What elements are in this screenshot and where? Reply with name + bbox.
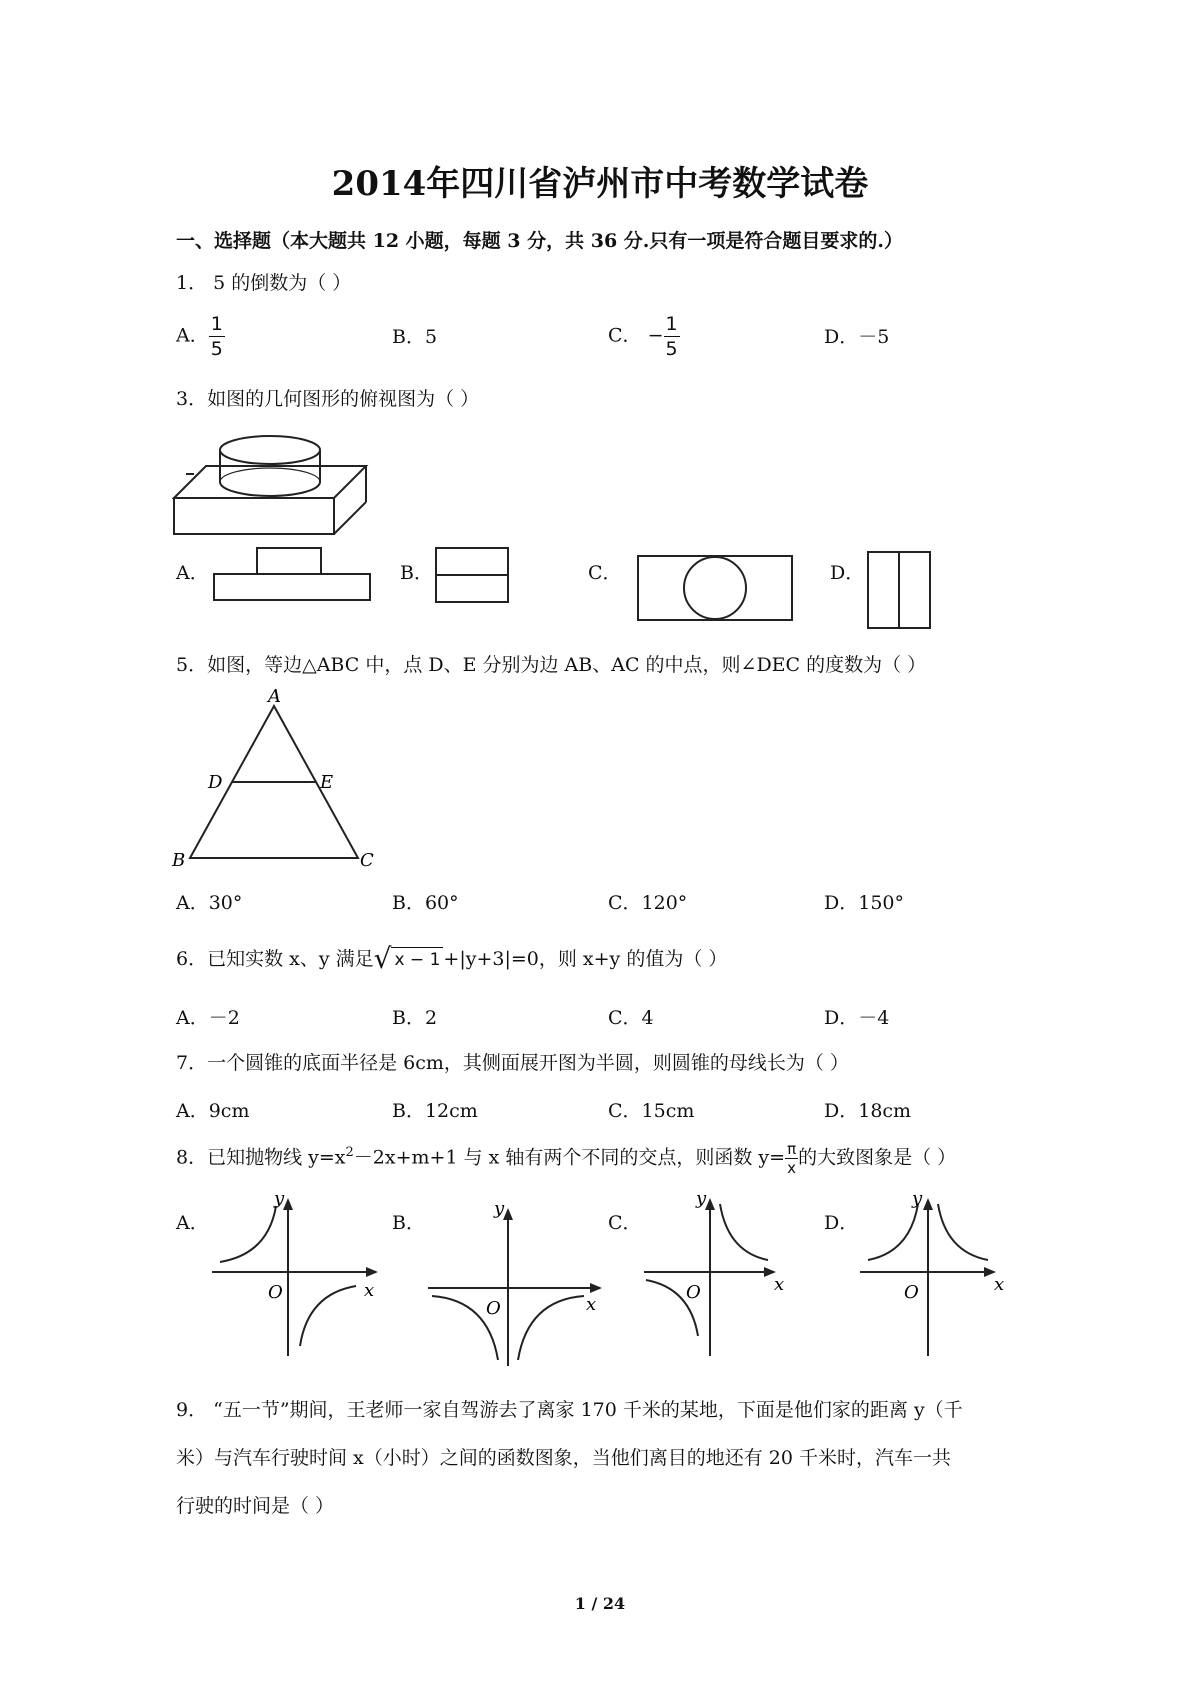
q5-label-c: C [360,850,374,871]
q5-option-a: A．30° [176,892,243,914]
q1-option-a [176,312,225,361]
q8-graph-b [426,1200,606,1370]
q8-d-axis-y: y [912,1188,923,1209]
q8-b-origin: O [486,1298,501,1319]
q1-option-a-num: 1 [210,313,223,335]
section-heading: 一、选择题（本大题共 12 小题，每题 3 分，共 36 分.只有一项是符合题目要求的.） [176,230,904,252]
q1-option-c-den: 5 [665,338,678,360]
q1-option-d: D．－5 [824,326,890,348]
q7-option-c: C．15cm [608,1100,695,1122]
q5-option-d: D．150° [824,892,904,914]
q6-stem [176,942,727,975]
q8-c-origin: O [686,1282,701,1303]
q6-option-b: B．2 [392,1007,438,1029]
q1-option-a-label: A． [176,324,209,347]
q3-solid-figure [170,428,370,538]
page-number: 1 / 24 [574,1594,626,1613]
q8-graph-c [642,1190,792,1360]
q9-line-1: 9． “五一节”期间，王老师一家自驾游去了离家 170 千米的某地，下面是他们家的距离 y（千 [176,1399,963,1421]
q8-option-c-label: C． [608,1212,642,1234]
q8-graph-a [210,1190,380,1360]
q9-line-3: 行驶的时间是（ ） [176,1495,335,1517]
q1-option-b: B．5 [392,326,438,348]
q6-option-d: D．－4 [824,1007,890,1029]
q8-c-axis-x: x [774,1274,785,1295]
sqrt-icon: √ [373,942,392,975]
q5-option-b: B．60° [392,892,459,914]
q6-stem-post: +|y+3|=0，则 x+y 的值为（ ） [443,948,728,970]
q8-graph-d [858,1190,1008,1360]
q5-triangle-figure [170,686,380,871]
q5-stem: 5．如图，等边△ABC 中，点 D、E 分别为边 AB、AC 的中点，则∠DEC 的度数为（ ） [176,654,927,676]
q8-a-axis-x: x [364,1280,375,1301]
q1-option-c-sign: − [647,324,664,347]
q1-stem: 1． 5 的倒数为（ ） [176,272,352,294]
q1-option-c-fraction [664,312,680,361]
q8-stem-pre: 8．已知抛物线 y=x [176,1146,346,1169]
q3-option-a-figure [212,546,372,602]
q6-option-c: C．4 [608,1007,654,1029]
q1-option-a-fraction [209,312,225,361]
q7-option-b: B．12cm [392,1100,478,1122]
q8-option-b-label: B． [392,1212,425,1234]
q8-b-axis-x: x [586,1294,597,1315]
q1-option-c [608,312,680,361]
q8-d-origin: O [904,1282,919,1303]
q9-line-2: 米）与汽车行驶时间 x（小时）之间的函数图象，当他们离目的地还有 20 千米时，汽车一共 [176,1447,952,1469]
q3-option-c-label: C． [588,562,622,584]
q8-a-axis-y: y [274,1188,285,1209]
q6-radicand: x − 1 [391,947,443,970]
q1-option-c-label: C． [608,324,642,347]
q5-option-c: C．120° [608,892,688,914]
q8-a-origin: O [268,1282,283,1303]
q8-stem-post: 的大致图象是（ ） [798,1146,957,1169]
q8-exponent: 2 [345,1145,354,1161]
q1-option-c-num: 1 [665,313,678,335]
q8-option-d-label: D． [824,1212,859,1234]
q3-option-d-label: D． [830,562,865,584]
q3-stem: 3．如图的几何图形的俯视图为（ ） [176,388,480,410]
q1-option-a-den: 5 [210,338,223,360]
q3-option-a-label: A． [176,562,209,584]
q8-d-axis-x: x [994,1274,1005,1295]
q8-stem-mid: －2x+m+1 与 x 轴有两个不同的交点，则函数 y= [353,1146,786,1169]
q7-option-d: D．18cm [824,1100,912,1122]
q5-label-e: E [320,772,334,793]
q7-option-a: A．9cm [176,1100,250,1122]
q6-stem-pre: 6．已知实数 x、y 满足 [176,948,374,970]
q3-option-d-figure [866,550,932,630]
page-title: 2014年四川省泸州市中考数学试卷 [331,164,869,204]
q7-stem: 7．一个圆锥的底面半径是 6cm，其侧面展开图为半圆，则圆锥的母线长为（ ） [176,1052,849,1074]
q8-c-axis-y: y [696,1188,707,1209]
q8-fraction [785,1140,798,1177]
q8-b-axis-y: y [494,1198,505,1219]
q5-label-a: A [268,686,281,707]
q3-option-b-label: B． [400,562,433,584]
q8-frac-num: π [787,1140,797,1158]
q8-stem [176,1140,956,1177]
q8-option-a-label: A． [176,1212,209,1234]
q3-option-b-figure [434,546,510,604]
q5-label-b: B [172,850,186,871]
q5-label-d: D [208,772,223,793]
q8-frac-den: x [787,1159,797,1177]
q3-option-c-figure [636,554,794,622]
q6-option-a: A．－2 [176,1007,240,1029]
